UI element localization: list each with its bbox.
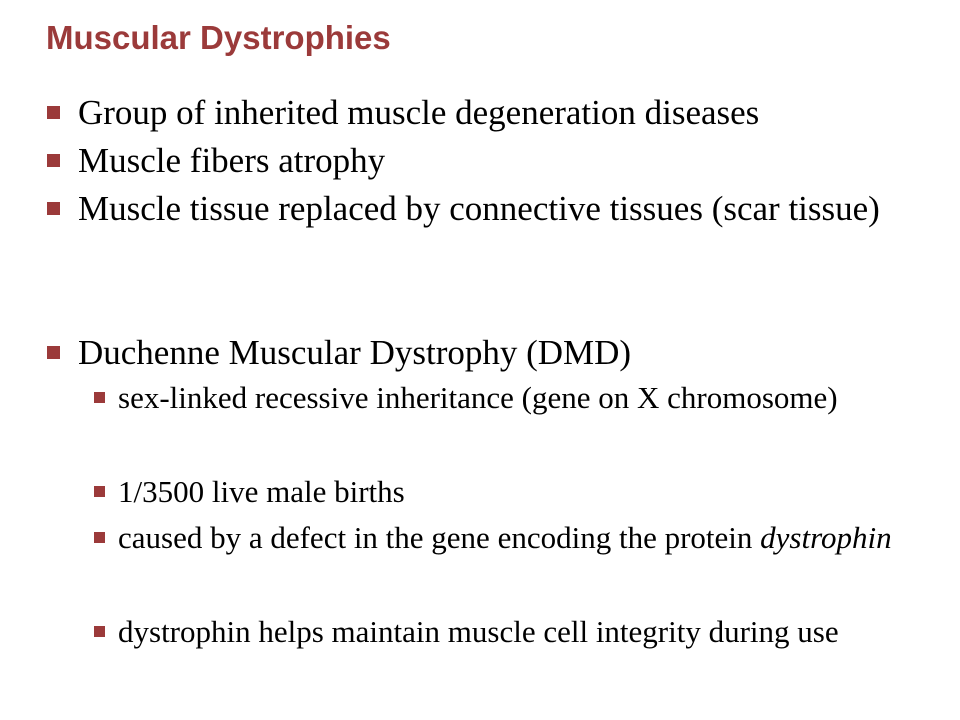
bullet-item-connective-tissue <box>78 185 938 233</box>
square-bullet-icon <box>94 626 105 637</box>
bullet-item-fibers-atrophy <box>78 137 938 185</box>
square-bullet-icon <box>47 202 60 215</box>
sub-bullet-text: dystrophin helps maintain muscle cell integrity during use <box>118 614 839 649</box>
square-bullet-icon <box>94 392 105 403</box>
square-bullet-icon <box>47 346 60 359</box>
square-bullet-icon <box>47 154 60 167</box>
square-bullet-icon <box>94 532 105 543</box>
bullet-text: Group of inherited muscle degeneration diseases <box>78 93 760 132</box>
slide-title: Muscular Dystrophies <box>46 19 391 56</box>
sub-bullet-text: sex-linked recessive inheritance (gene on X chromosome) <box>118 380 838 415</box>
protein-name: dystrophin <box>760 520 892 555</box>
sub-bullet-text: 1/3500 live male births <box>118 474 405 509</box>
sub-bullet-item-inheritance <box>118 376 938 420</box>
sub-bullet-item-births <box>118 470 938 514</box>
bullet-text: Muscle tissue replaced by connective tissues (scar tissue) <box>78 189 880 228</box>
bullet-text: Duchenne Muscular Dystrophy (DMD) <box>78 333 632 372</box>
sub-bullet-item-gene-defect <box>118 516 938 560</box>
sub-bullet-item-integrity <box>118 610 938 654</box>
square-bullet-icon <box>94 486 105 497</box>
square-bullet-icon <box>47 106 60 119</box>
sub-bullet-text: caused by a defect in the gene encoding the protein <box>118 520 761 555</box>
bullet-text: Muscle fibers atrophy <box>78 141 386 180</box>
bullet-item-inherited-diseases <box>78 89 938 137</box>
bullet-item-dmd <box>78 329 938 377</box>
